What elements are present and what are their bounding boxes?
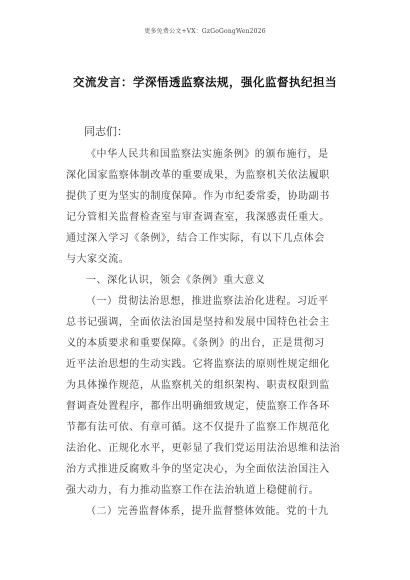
header-note: 更多免费公文+VX：GzGoGongWen2026 (144, 28, 266, 35)
body-line: 《中华人民共和国监察法实施条例》的颁布施行，是 (86, 149, 329, 160)
body-line: 一、深化认识，领会《条例》重大意义 (86, 275, 266, 286)
body-line: 督调查处置程序，都作出明确细致规定，使监察工作各环 (66, 401, 330, 412)
body-line: 记分管相关监督检查室与审查调查室，我深感责任重大。 (66, 212, 330, 223)
body-line: （一）贯彻法治思想，推进监察法治化进程。习近平 (86, 296, 329, 307)
body-line: 与大家交流。 (66, 254, 130, 265)
body-line: 节都有法可依、有章可循。这不仅提升了监察工作规范化 (66, 422, 330, 433)
body-line: 法治化、正规化水平，更彰显了我们党运用法治思维和法治 (66, 443, 341, 454)
body-line: 为具体操作规范，从监察机关的组织架构、职责权限到监 (66, 380, 330, 391)
body-line: 总书记强调，全面依法治国是坚持和发展中国特色社会主 (66, 317, 330, 328)
body-line: 义的本质要求和重要保障。《条例》的出台，正是贯彻习 (66, 338, 325, 349)
document-body (66, 144, 346, 522)
body-line: 强大动力，有力推动监察工作在法治轨道上稳健前行。 (66, 485, 320, 496)
body-line: 治方式推进反腐败斗争的坚定决心，为全面依法治国注入 (66, 464, 330, 475)
body-line: 深化国家监察体制改革的重要成果，为监察机关依法履职 (66, 170, 330, 181)
body-line: （二）完善监督体系，提升监督整体效能。党的十九 (86, 506, 329, 517)
body-line: 通过深入学习《条例》，结合工作实际，有以下几点体会 (66, 233, 325, 244)
salutation: 同志们： (84, 125, 128, 138)
document-title: 交流发言：学深悟透监察法规，强化监督执纪担当 (73, 75, 337, 89)
body-line: 提供了更为坚实的制度保障。作为市纪委常委，协助副书 (66, 191, 330, 202)
body-line: 近平法治思想的生动实践。它将监察法的原则性规定细化 (66, 359, 330, 370)
